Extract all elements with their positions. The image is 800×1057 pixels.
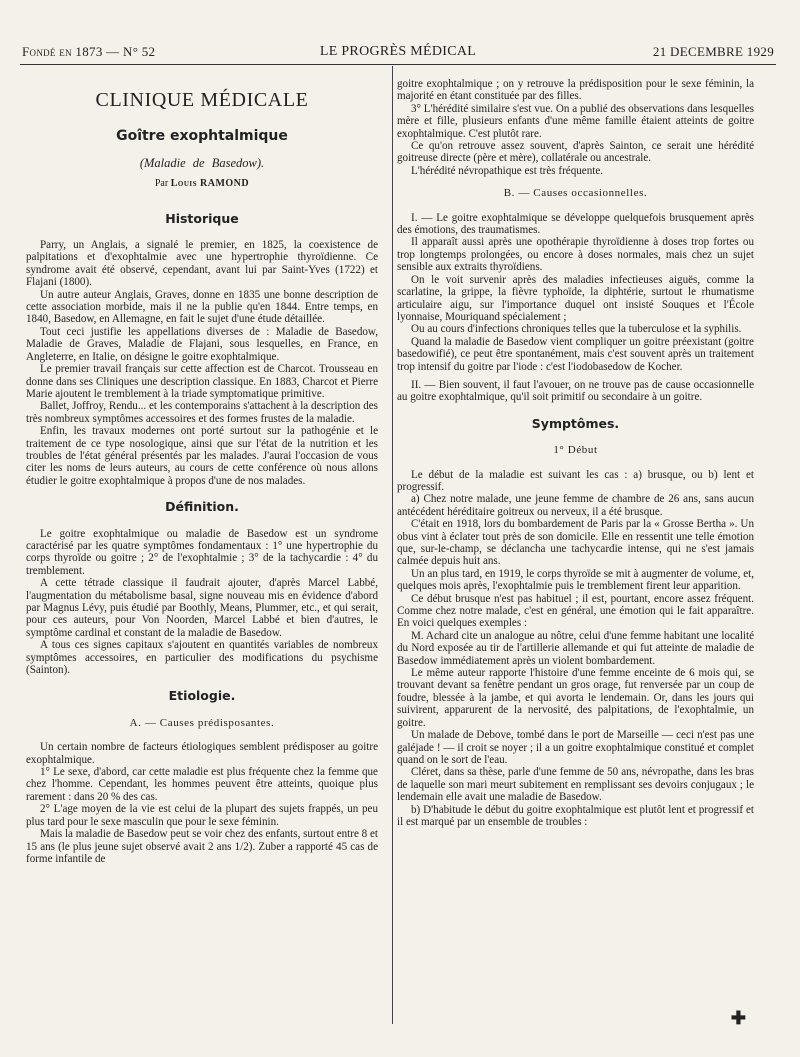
paragraph: a) Chez notre malade, une jeune femme de chambre de 26 ans, sans aucun antécédent héréditaire goitreux ou nerveux, il a été brusque.: [397, 493, 754, 518]
subsection-debut: 1° Début: [553, 444, 598, 457]
paragraph: goitre exophtalmique ; on y retrouve la prédisposition pour le sexe féminin, la majorité en étant constituée par des filles.: [397, 78, 754, 103]
paragraph: Le goitre exophtalmique ou maladie de Basedow est un syndrome caractérisé par les quatre symptômes fondamentaux : 1° une hypertrophie du corps thyroïde ou goitre ; 2° de l'exophtalmie ; 3° de la tachycardie : 4° du tremblement.: [26, 527, 378, 577]
journal-title: LE PROGRÈS MÉDICAL: [319, 44, 477, 59]
paragraph: Tout ceci justifie les appellations diverses de : Maladie de Basedow, Maladie de Graves, Maladie de Flajani, sous lesquelles, en France, en Angleterre, en Italie, on désigne le goitre exophtalmique.: [26, 325, 378, 363]
paragraph: Le premier travail français sur cette affection est de Charcot. Trousseau en donne dans ses Cliniques une description classique. En 1883, Charcot et Pierre Marie ajoutent le tremblement à la triade symptomatique primitive.: [26, 363, 378, 400]
paragraph: Ou au cours d'infections chroniques telles que la tuberculose et la syphilis.: [411, 323, 742, 336]
section-symptomes: Symptômes.: [531, 415, 620, 431]
subsection-causes-occasionnelles: B. — Causes occasionnelles.: [503, 187, 648, 200]
paragraph: II. — Bien souvent, il faut l'avouer, on ne trouve pas de cause occasionnelle au goitre exophtalmique, qu'il soit primitif ou secondaire à un goitre.: [397, 378, 754, 404]
article-subtitle: (Maladie de Basedow).: [139, 155, 265, 170]
rubric: CLINIQUE MÉDICALE: [95, 89, 309, 111]
left-column: [26, 76, 378, 865]
header-rule: [20, 64, 776, 65]
section-etiologie: Etiologie.: [168, 688, 236, 704]
paragraph: Quand la maladie de Basedow vient compliquer un goitre préexistant (goitre basedowifié), ce peut être spontanément, mais c'est souvent après un traitement trop intensif du goitre par l'iode : c'est l'iodobasedow de Kocher.: [397, 335, 754, 373]
paragraph: M. Achard cite un analogue au nôtre, celui d'une femme habitant une localité du Nord exposée au tir de l'artillerie allemande et qui fut atteinte de maladie de Basedow immédiatement après un violent bombardement.: [397, 629, 754, 667]
section-historique: Historique: [165, 210, 239, 226]
article-title: Goître exophtalmique: [116, 128, 288, 145]
paragraph: Il apparaît aussi après une opothérapie thyroïdienne à doses trop fortes ou trop longtemps prolongées, ou encore à doses normales, mais chez un sujet sensible aux extraits thyroïdiens.: [397, 236, 754, 274]
author-name: Louis RAMOND: [170, 178, 250, 190]
section-definition: Définition.: [165, 499, 239, 515]
paragraph: Cléret, dans sa thèse, parle d'une femme de 50 ans, névropathe, dans les bras de laquelle son mari meurt subitement en remplissant ses devoirs conjugaux ; le lendemain elle avait une maladie de Basedow.: [397, 766, 754, 804]
paragraph: On le voit survenir après des maladies infectieuses aiguës, comme la scarlatine, la grippe, la fièvre typhoïde, la diphtérie, surtout le rhumatisme articulaire aigu, sur l'importance duquel ont insisté Souques et l'École lyonnaise, Mouriquand spécialement ;: [397, 273, 754, 323]
subsection-causes-predisposantes: A. — Causes prédisposantes.: [129, 716, 275, 729]
paragraph: 3° L'hérédité similaire s'est vue. On a publié des observations dans lesquelles mère et fille, plusieurs enfants d'une même famille étaient atteints de goitre exophtalmique. C'est plutôt rare.: [397, 102, 754, 140]
paragraph: L'hérédité névropathique est très fréquente.: [411, 164, 604, 177]
issue-date: 21 DECEMBRE 1929: [652, 44, 774, 59]
page-header: [22, 44, 774, 62]
paragraph: 1° Le sexe, d'abord, car cette maladie est plus fréquente chez la femme que chez l'homme. Cependant, les hommes peuvent être atteints, quoique plus rarement : dans 20 % des cas.: [26, 766, 378, 803]
paragraph: Un an plus tard, en 1919, le corps thyroïde se mit à augmenter de volume, et, quelques mois après, l'exophtalmie puis le tremblement firent leur apparition.: [397, 567, 754, 593]
paragraph: Ce début brusque n'est pas habituel ; il est, pourtant, encore assez fréquent. Comme chez notre malade, c'est en général, une émotion qui le fait apparaître. En voici quelques exemples :: [397, 592, 754, 630]
paragraph: Un malade de Debove, tombé dans le port de Marseille — ceci n'est pas une galéjade ! — il croit se noyer ; il a un goitre exophtalmique constitué et complet quand on le sort de l'eau.: [397, 729, 754, 766]
paragraph: Le même auteur rapporte l'histoire d'une femme enceinte de 6 mois qui, se trouvant devant sa fenêtre pendant un gros orage, fut renversée par un coup de foudre, blessée à la jambe, et qui avorta le lendemain. Or, dans les jours qui suivirent, apparurent de la nervosité, des palpitations, de l'exophtalmie, un goitre.: [397, 667, 754, 729]
paragraph: Le début de la maladie est suivant les cas : a) brusque, ou b) lent et progressif.: [397, 468, 754, 493]
paragraph: Ballet, Joffroy, Rendu... et les contemporains s'attachent à la description des très nombreux symptômes accessoires et des formes frustes de la maladie.: [26, 400, 378, 425]
right-column: [397, 78, 754, 828]
paragraph: I. — Le goitre exophtalmique se développe quelquefois brusquement après des émotions, des traumatismes.: [397, 211, 754, 237]
paragraph: Un certain nombre de facteurs étiologiques semblent prédisposer au goitre exophtalmique.: [26, 741, 378, 766]
paragraph: A tous ces signes capitaux s'ajoutent en quantités variables de nombreux symptômes accessoires, en particulier des modifications du psychisme (Sainton).: [26, 639, 378, 677]
paragraph: A cette tétrade classique il faudrait ajouter, d'après Marcel Labbé, l'augmentation du métabolisme basal, signe nouveau mis en évidence d'abord par Magnus Lévy, puis étudié par Boothly, Means, Plummer, etc., et qui serait, pour ces auteurs, pour Von Noorden, Marcel Labbé et bien d'autres, le symptôme cardinal et constant de la maladie de Basedow.: [26, 577, 378, 639]
paragraph: Un autre auteur Anglais, Graves, donne en 1835 une bonne description de cette association morbide, mais il ne la publie qu'en 1844. Entre temps, en 1840, Basedow, en Allemagne, en fait le sujet d'une étude détaillée.: [26, 288, 378, 326]
author-line: [26, 178, 378, 190]
printer-mark-icon: ✚: [730, 1008, 746, 1029]
paragraph: 2° L'age moyen de la vie est celui de la plupart des sujets frappés, un peu plus tard pour le sexe masculin que pour le sexe féminin.: [26, 803, 378, 828]
founded-issue: Fondé en 1873 — N° 52: [22, 44, 156, 59]
paragraph: Mais la maladie de Basedow peut se voir chez des enfants, surtout entre 8 et 15 ans (le plus jeune sujet observé avait 2 ans 1/2). Zuber a rapporté 45 cas de forme infantile de: [26, 828, 378, 865]
paragraph: C'était en 1918, lors du bombardement de Paris par la « Grosse Bertha ». Un obus vint à éclater tout près de son domicile. Elle en ressentit une telle émotion que, sur-le-champ, se déclancha une tachycardie intense, qui ne s'est jamais calmée depuis huit ans.: [397, 518, 754, 568]
paragraph: Parry, un Anglais, a signalé le premier, en 1825, la coexistence de palpitations et d'exophtalmie avec une hypertrophie thyroïdienne. Ce syndrome avait été observé, cependant, avant lui par Saint-Yves (1722) et Flajani (1800).: [26, 239, 378, 289]
paragraph: Enfin, les travaux modernes ont porté surtout sur la pathogénie et le traitement de ce type nosologique, ainsi que sur l'état de la nutrition et les troubles de l'état général présentés par les malades. J'aurai l'occasion de vous citer les noms de leurs auteurs, au cours de cette conférence où nous allons étudier le goitre exophtalmique à propos d'une de nos malades.: [26, 425, 378, 487]
paragraph: Ce qu'on retrouve assez souvent, d'après Sainton, ce serait une hérédité goitreuse directe (père et mère), collatérale ou ancestrale.: [397, 140, 754, 165]
author-prefix: Par: [154, 178, 169, 190]
column-divider: [392, 66, 393, 1024]
paragraph: b) D'habitude le début du goitre exophtalmique est plutôt lent et progressif et il est marqué par un ensemble de troubles :: [397, 803, 754, 828]
